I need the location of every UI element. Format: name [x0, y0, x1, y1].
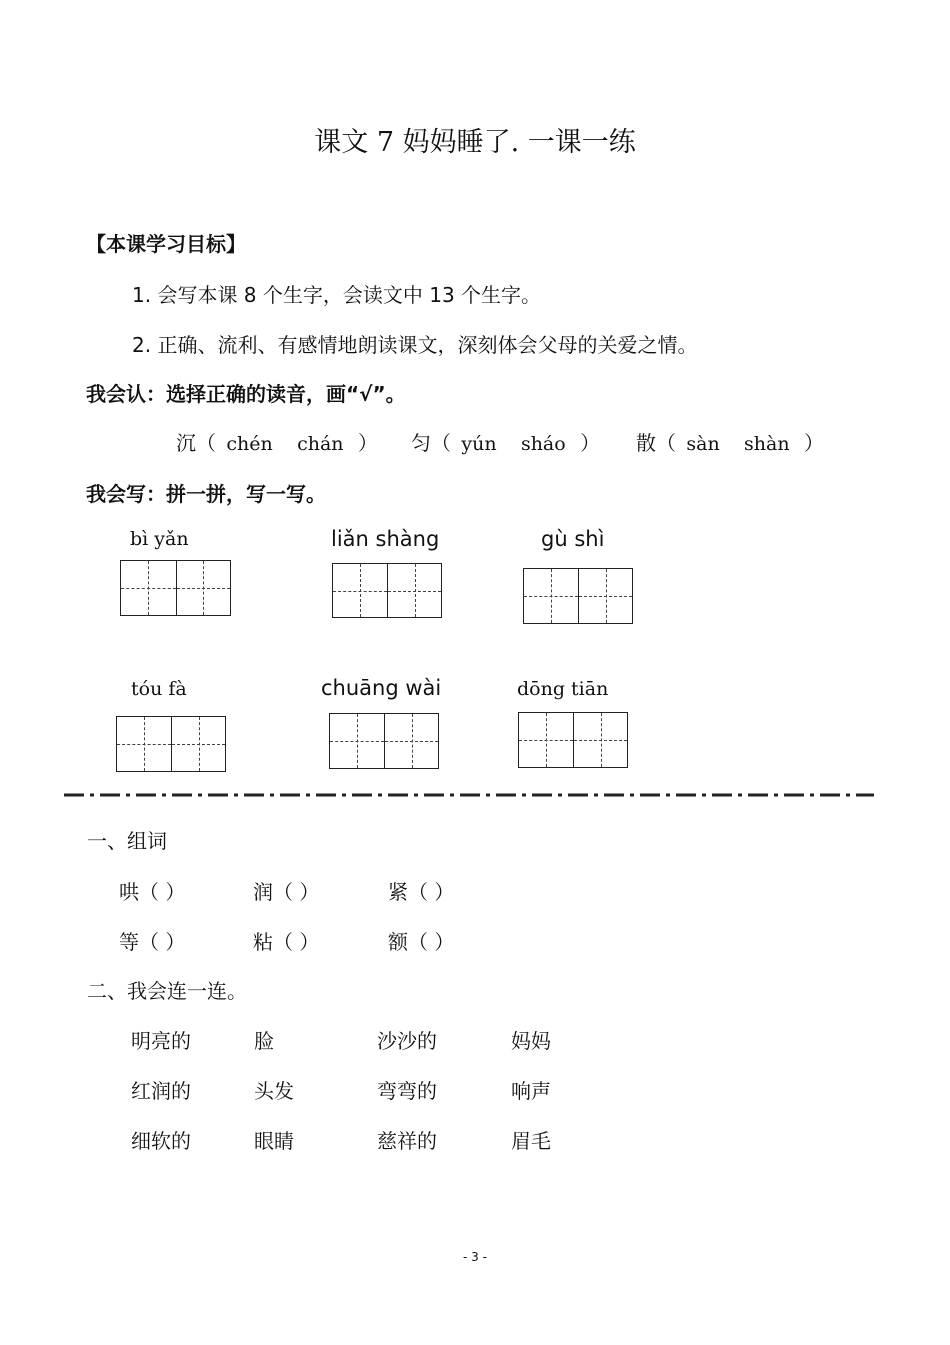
recognize-item	[411, 427, 600, 456]
recognize-item	[176, 427, 378, 456]
match-word[interactable]: 慈祥的	[377, 1129, 437, 1153]
pinyin-option[interactable]: yún	[461, 433, 497, 455]
match-word[interactable]: 头发	[254, 1079, 294, 1103]
section1-heading: 一、组词	[87, 829, 167, 853]
recognize-heading: 我会认：选择正确的读音，画“√”。	[86, 382, 406, 406]
recognize-item	[636, 427, 824, 456]
pinyin-option[interactable]: sàn	[686, 433, 720, 455]
pinyin-option[interactable]: sháo	[520, 433, 566, 455]
goal-item-1: 1. 会写本课 8 个生字，会读文中 13 个生字。	[132, 283, 542, 307]
match-word[interactable]: 脸	[254, 1029, 274, 1053]
writing-grid[interactable]	[329, 713, 439, 769]
paren-open: （	[656, 431, 676, 455]
writing-grid[interactable]	[523, 568, 633, 624]
pinyin-label: dōng tiān	[517, 678, 609, 700]
pinyin-label: gù shì	[541, 527, 605, 551]
goal-item-2: 2. 正确、流利、有感情地朗读课文，深刻体会父母的关爱之情。	[132, 333, 698, 357]
pinyin-label: liǎn shàng	[331, 527, 440, 551]
word-blank[interactable]: 紧（ ）	[388, 880, 455, 904]
pinyin-option[interactable]: chán	[297, 433, 344, 455]
writing-grid[interactable]	[332, 563, 442, 618]
paren-close: ）	[580, 431, 601, 455]
writing-grid[interactable]	[116, 716, 226, 772]
pinyin-option[interactable]: shàn	[744, 433, 790, 455]
pinyin-option[interactable]: chén	[226, 433, 273, 455]
recognize-char: 匀	[411, 431, 431, 455]
match-word[interactable]: 眼睛	[254, 1129, 294, 1153]
pinyin-label: tóu fà	[131, 678, 187, 700]
pinyin-label: chuāng wài	[321, 676, 442, 700]
recognize-char: 散	[636, 431, 656, 455]
word-blank[interactable]: 额（ ）	[388, 930, 455, 954]
section-divider	[64, 790, 874, 800]
word-blank[interactable]: 哄（ ）	[119, 880, 186, 904]
match-word[interactable]: 明亮的	[131, 1029, 191, 1053]
match-word[interactable]: 妈妈	[511, 1029, 551, 1053]
word-blank[interactable]: 润（ ）	[253, 880, 320, 904]
goals-heading: 【本课学习目标】	[86, 232, 246, 256]
write-heading: 我会写：拼一拼，写一写。	[86, 482, 326, 506]
writing-grid[interactable]	[120, 560, 231, 616]
paren-open: （	[431, 431, 451, 455]
match-word[interactable]: 细软的	[131, 1129, 191, 1153]
match-word[interactable]: 沙沙的	[377, 1029, 437, 1053]
recognize-char: 沉	[176, 431, 196, 455]
word-blank[interactable]: 粘（ ）	[253, 930, 320, 954]
match-word[interactable]: 眉毛	[511, 1129, 551, 1153]
match-word[interactable]: 响声	[511, 1079, 551, 1103]
page-title: 课文 7 妈妈睡了. 一课一练	[314, 127, 636, 158]
match-word[interactable]: 弯弯的	[377, 1079, 437, 1103]
paren-close: ）	[803, 431, 824, 455]
page-number: - 3 -	[463, 1250, 487, 1264]
section2-heading: 二、我会连一连。	[87, 979, 247, 1003]
word-blank[interactable]: 等（ ）	[119, 930, 186, 954]
writing-grid[interactable]	[518, 712, 628, 768]
paren-open: （	[196, 431, 216, 455]
match-word[interactable]: 红润的	[131, 1079, 191, 1103]
pinyin-label: bì yǎn	[130, 528, 189, 550]
paren-close: ）	[357, 431, 378, 455]
